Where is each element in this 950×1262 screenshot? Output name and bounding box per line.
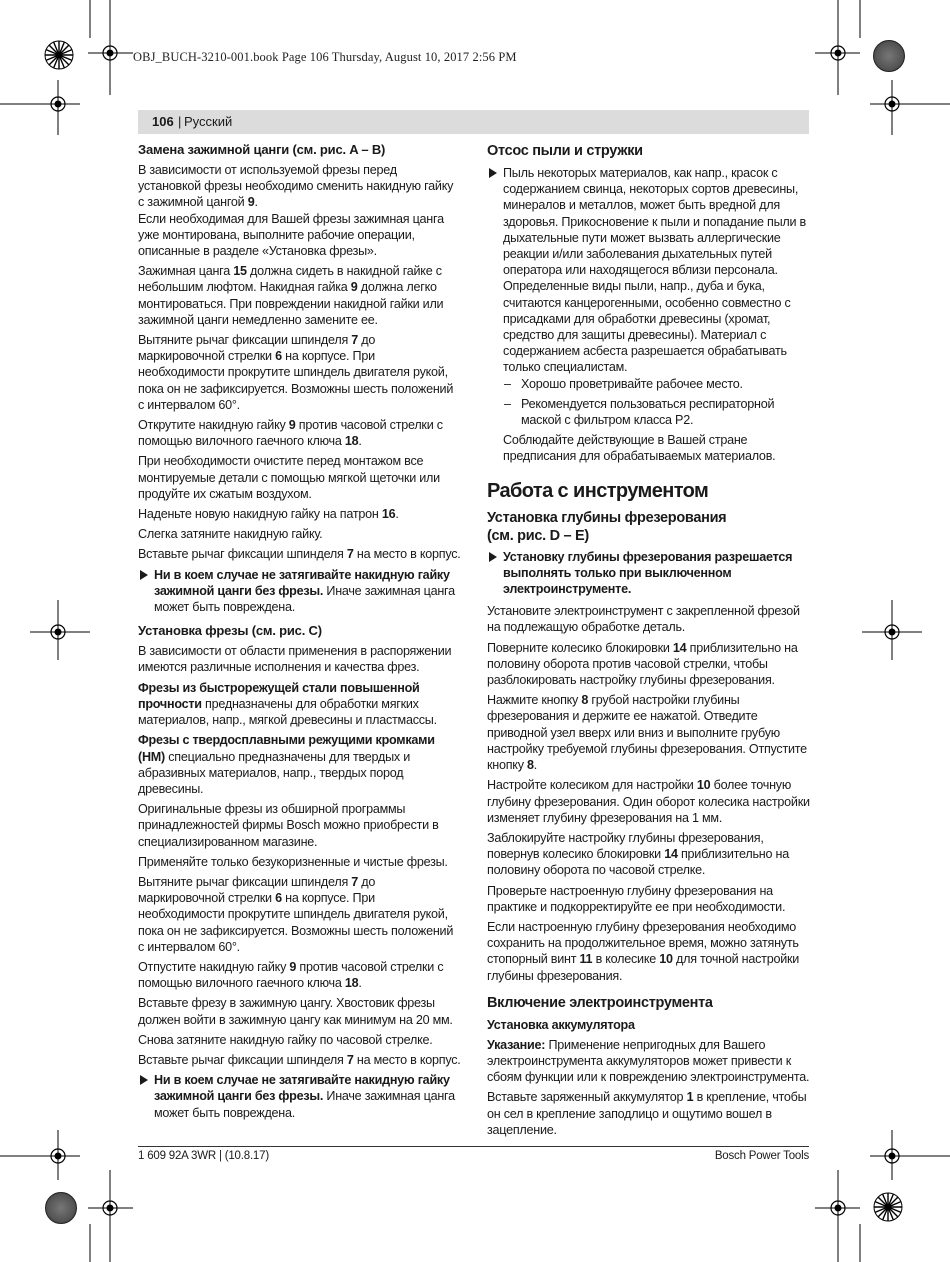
battery-subsection-title: Установка аккумулятора xyxy=(487,1017,635,1032)
battery-paragraph: Вставьте заряженный аккумулятор 1 в крепление, чтобы он сел в крепление заподлицо и ощутимо вошел в зацепление. xyxy=(487,1090,807,1137)
depth-warning: Установку глубины фрезерования разрешается выполнять только при выключенном электроинструменте. xyxy=(487,549,811,598)
warning-triangle-icon xyxy=(489,552,497,562)
bit-warning: Ни в коем случае не затягивайте накидную гайку зажимной цанги без фрезы. Иначе зажимная цанга может быть повреждена. xyxy=(138,1072,462,1121)
warning-triangle-icon xyxy=(489,168,497,178)
footer-document-code: 1 609 92A 3WR | (10.8.17) xyxy=(138,1150,269,1162)
battery-note: Указание: Применение непригодных для Вашего электроинструмента аккумуляторов может привести к сбоям функции или к повреждению электроинструмента. xyxy=(487,1037,810,1085)
dust-warning-paragraph-3: Соблюдайте действующие в Вашей стране предписания для обрабатываемых материалов. xyxy=(503,433,776,464)
left-column xyxy=(138,142,462,1125)
warning-triangle-icon xyxy=(140,1075,148,1085)
collet-paragraph-1: В зависимости от используемой фрезы перед установкой фрезы необходимо сменить накидную гайку с зажимной цангой 9. xyxy=(138,163,454,210)
page-header-bar xyxy=(138,110,809,134)
collet-paragraph-3: Зажимная цанга 15 должна сидеть в накидной гайке с небольшим люфтом. Накидная гайка 9 должна легко монтироваться. При повреждении накидной гайки или зажимной цанги немедленно замените ее. xyxy=(138,264,444,327)
depth-section-title: Установка глубины фрезерования (см. рис. D – E) xyxy=(487,509,727,544)
bit-paragraph-2: Фрезы из быстрорежущей стали повышенной прочности предназначены для обработки мягких материалов, напр., мягкой древесины и пластмассы. xyxy=(138,680,437,728)
depth-paragraph-5: Заблокируйте настройку глубины фрезерования, повернув колесико блокировки 14 приблизительно на половину оборота по часовой стрелке. xyxy=(487,830,789,878)
bit-paragraph-8: Вставьте фрезу в зажимную цангу. Хвостовик фрезы должен войти в зажимную цангу как минимум на 20 мм. xyxy=(138,996,453,1027)
page-number: 106 xyxy=(152,114,174,129)
depth-paragraph-7: Если настроенную глубину фрезерования необходимо сохранить на продолжительное время, можно затянуть стопорный винт 11 в колесике 10 для точной настройки глубины фрезерования. xyxy=(487,919,800,983)
dust-section-title: Отсос пыли и стружки xyxy=(487,143,643,159)
dust-dash-item-1: – Хорошо проветривайте рабочее место. xyxy=(504,376,743,391)
bit-paragraph-10: Вставьте рычаг фиксации шпинделя 7 на место в корпус. xyxy=(138,1052,461,1067)
header-separator: | xyxy=(178,114,182,129)
gray-registration-disc-top-right xyxy=(873,40,905,72)
dust-dash-item-2: – Рекомендуется пользоваться респираторной маской с фильтром класса P2. xyxy=(504,396,775,428)
warning-triangle-icon xyxy=(140,570,148,580)
depth-paragraph-3: Нажмите кнопку 8 грубой настройки глубины фрезерования и держите ее нажатой. Отведите приводной узел вверх или вниз и выполните грубую настройку требуемой глубины фрезерования. Отпустите кнопку 8. xyxy=(487,693,807,773)
collet-paragraph-4: Вытяните рычаг фиксации шпинделя 7 до маркировочной стрелки 6 на корпусе. При необходимости прокрутите шпиндель двигателя рукой, пока он не зафиксируется. Возможны шесть положений с интервалом 60°. xyxy=(138,333,454,412)
footer-brand: Bosch Power Tools xyxy=(714,1150,809,1162)
depth-paragraph-6: Проверьте настроенную глубину фрезерования на практике и подкорректируйте ее при необходимости. xyxy=(487,883,786,914)
footer-rule xyxy=(138,1146,809,1147)
right-column xyxy=(487,142,811,1142)
crop-mark-middle-right xyxy=(862,600,922,660)
registration-circle-top-left xyxy=(44,40,74,70)
collet-paragraph-9: Вставьте рычаг фиксации шпинделя 7 на место в корпус. xyxy=(138,547,461,562)
collet-warning: Ни в коем случае не затягивайте накидную гайку зажимной цанги без фрезы. Иначе зажимная цанга может быть повреждена. xyxy=(138,567,462,616)
bit-paragraph-7: Отпустите накидную гайку 9 против часовой стрелки с помощью вилочного гаечного ключа 18. xyxy=(138,959,444,991)
collet-paragraph-2: Если необходимая для Вашей фрезы зажимная цанга уже монтирована, выполните рабочие операции, описанные в разделе «Установка фрезы». xyxy=(138,211,444,259)
work-section-title: Работа с инструментом xyxy=(487,479,709,502)
depth-paragraph-1: Установите электроинструмент с закрепленной фрезой на подлежащую обработке деталь. xyxy=(487,604,800,635)
bit-section-title: Установка фрезы (см. рис. C) xyxy=(138,623,322,639)
bit-paragraph-3: Фрезы с твердосплавными режущими кромками (HM) специально предназначены для твердых и абразивных материалов, напр., твердых пород древесины. xyxy=(138,733,435,796)
dust-warning: Пыль некоторых материалов, как напр., красок с содержанием свинца, некоторых сортов древесины, минералов и металлов, может быть вредной для здоровья. Прикосновение к пыли и попадание пыли в дыхательные пути может вызвать аллергические реакции и/или заболевания дыхательных путей оператора или находящегося вблизи персонала. xyxy=(487,165,811,278)
depth-paragraph-4: Настройте колесиком для настройки 10 более точную глубину фрезерования. Один оборот колесика настройки изменяет глубину фрезерования на 1 мм. xyxy=(487,778,810,825)
crop-mark-top-left xyxy=(0,0,140,140)
gray-registration-disc-bottom-left xyxy=(45,1192,77,1224)
dust-warning-paragraph-2: Определенные виды пыли, напр., дуба и бука, считаются канцерогенными, особенно совместно с присадками для обработки древесины (хромат, средство для защиты древесины). Материал с содержанием асбеста разрешается обрабатывать только специалистам. xyxy=(503,279,791,375)
power-on-section-title: Включение электроинструмента xyxy=(487,994,713,1011)
bit-paragraph-5: Применяйте только безукоризненные и чистые фрезы. xyxy=(138,854,448,869)
crop-mark-top-right xyxy=(810,0,950,140)
collet-paragraph-6: При необходимости очистите перед монтажом все монтируемые детали с помощью мягкой щеточки или продуйте их сжатым воздухом. xyxy=(138,454,440,501)
collet-paragraph-5: Открутите накидную гайку 9 против часовой стрелки с помощью вилочного гаечного ключа 18. xyxy=(138,418,443,449)
bit-paragraph-1: В зависимости от области применения в распоряжении имеются различные исполнения и качества фрез. xyxy=(138,644,452,675)
header-language: Русский xyxy=(184,114,233,129)
collet-section-title: Замена зажимной цанги (см. рис. A – B) xyxy=(138,142,386,157)
book-file-info: OBJ_BUCH-3210-001.book Page 106 Thursday, August 10, 2017 2:56 PM xyxy=(133,50,517,64)
bit-paragraph-4: Оригинальные фрезы из обширной программы принадлежностей фирмы Bosch можно приобрести в специализированном магазине. xyxy=(138,802,439,849)
crop-mark-middle-left xyxy=(30,600,90,660)
collet-paragraph-7: Наденьте новую накидную гайку на патрон 16. xyxy=(138,507,399,522)
bit-paragraph-6: Вытяните рычаг фиксации шпинделя 7 до маркировочной стрелки 6 на корпусе. При необходимости прокрутите шпиндель двигателя рукой, пока он не зафиксируется. Возможны шесть положений с интервалом 60°. xyxy=(138,874,454,954)
bit-paragraph-9: Снова затяните накидную гайку по часовой стрелке. xyxy=(138,1032,433,1047)
depth-paragraph-2: Поверните колесико блокировки 14 приблизительно на половину оборота против часовой стрелки, чтобы разблокировать настройку глубины фрезерования. xyxy=(487,640,798,688)
registration-circle-bottom-right xyxy=(873,1192,903,1222)
collet-paragraph-8: Слегка затяните накидную гайку. xyxy=(138,527,323,542)
